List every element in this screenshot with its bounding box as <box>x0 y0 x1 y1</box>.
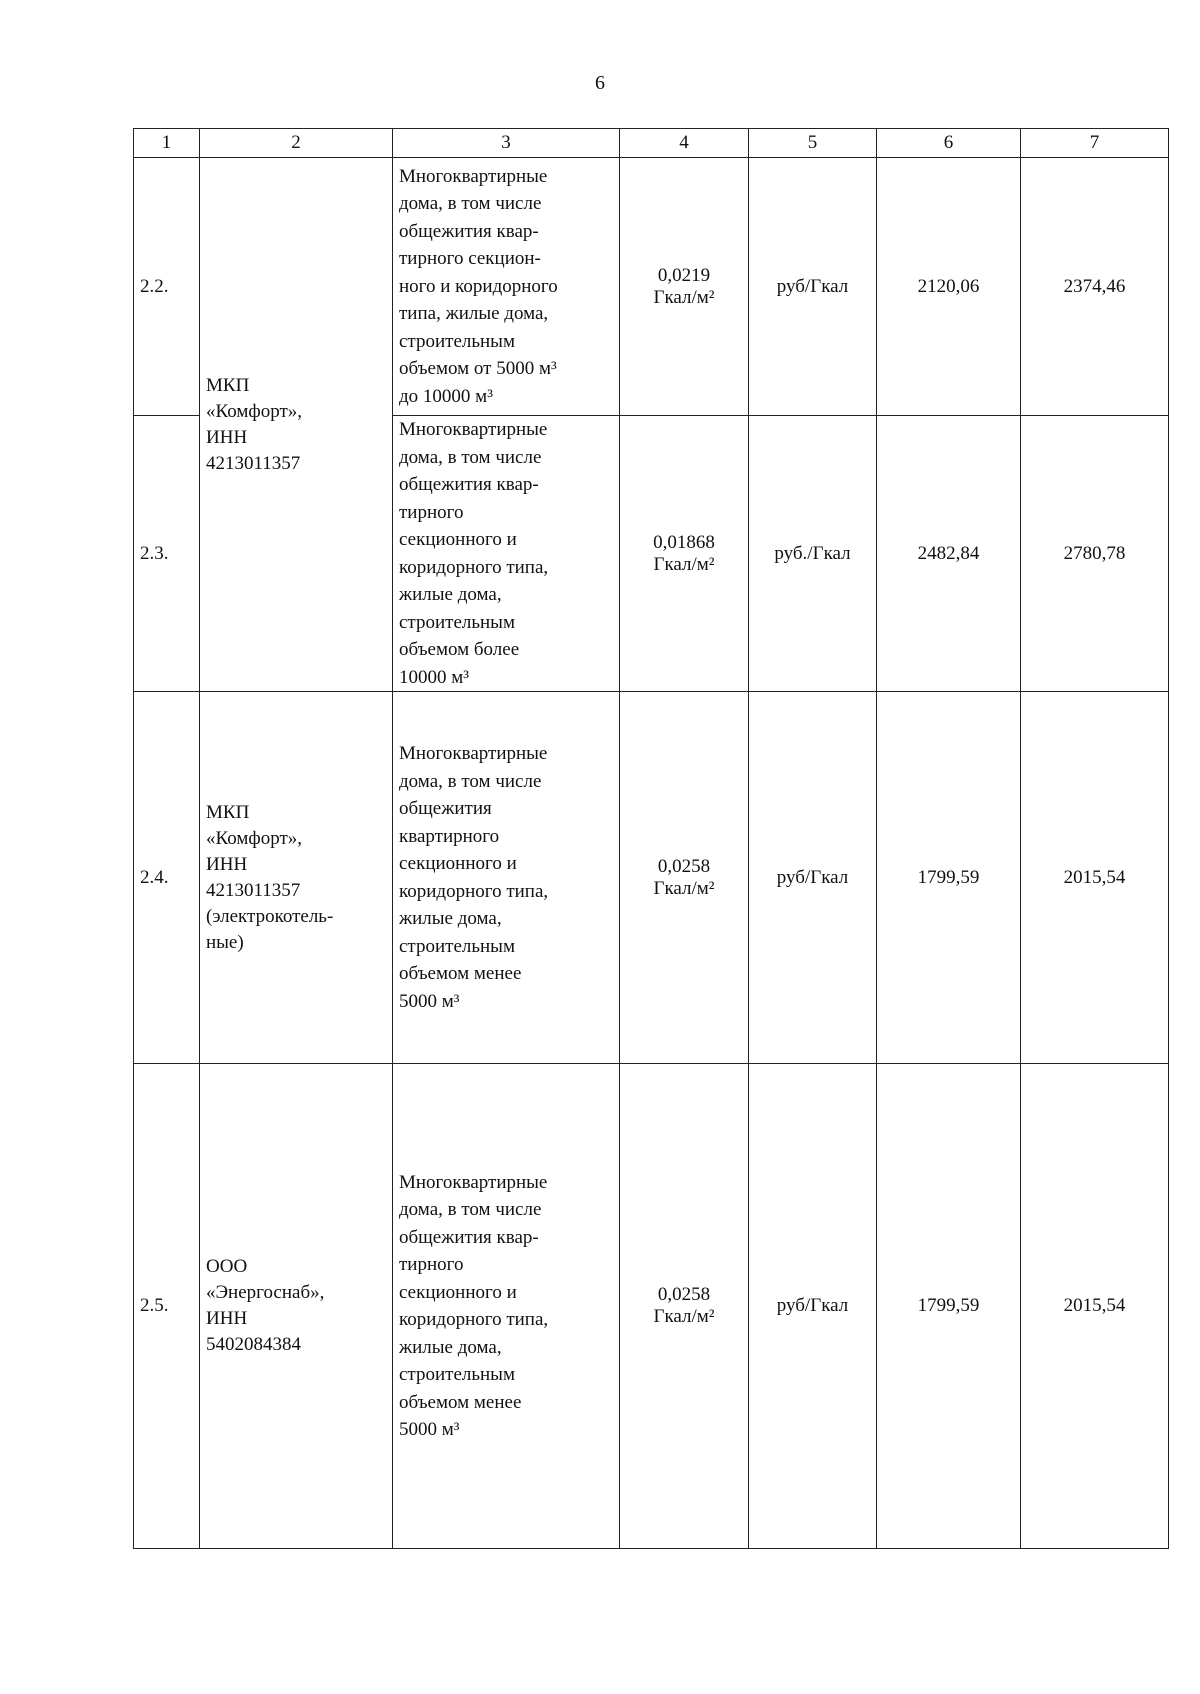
desc-line: до 10000 м³ <box>399 385 493 407</box>
organization-cell <box>200 692 393 1064</box>
description-cell <box>393 416 620 692</box>
desc-line: тирного <box>399 1254 464 1275</box>
value-col-7: 2374,46 <box>1021 158 1169 416</box>
desc-line: строительным <box>399 611 515 633</box>
norm-cell <box>620 692 749 1064</box>
desc-line: Многоквартирные <box>399 165 548 187</box>
header-col-4: 4 <box>620 129 749 158</box>
org-line: 4213011357 <box>206 452 301 474</box>
norm-cell <box>620 158 749 416</box>
description-cell <box>393 158 620 416</box>
desc-line: общежития <box>399 798 492 819</box>
value-col-7: 2780,78 <box>1021 416 1169 692</box>
org-line: 5402084384 <box>206 1334 301 1355</box>
org-line: ИНН <box>206 853 248 875</box>
desc-line: 5000 м³ <box>399 990 460 1012</box>
desc-line: дома, в том числе <box>399 193 542 215</box>
org-line: «Комфорт», <box>206 400 303 422</box>
value-col-6: 2120,06 <box>877 158 1021 416</box>
desc-line: Многоквартирные <box>399 743 548 764</box>
norm-unit: Гкал/м² <box>653 1306 715 1327</box>
desc-line: объемом менее <box>399 1391 522 1413</box>
desc-line: общежития квар- <box>399 220 539 242</box>
desc-line: жилые дома, <box>399 584 502 605</box>
desc-line: объемом менее <box>399 963 522 984</box>
unit-cell: руб/Гкал <box>749 692 877 1064</box>
desc-line: дома, в том числе <box>399 1199 542 1220</box>
norm-cell <box>620 1064 749 1549</box>
norm-value: 0,0219 <box>657 264 711 286</box>
org-line: ИНН <box>206 426 248 448</box>
value-col-7: 2015,54 <box>1021 1064 1169 1549</box>
desc-line: коридорного типа, <box>399 880 549 902</box>
org-line: МКП <box>206 374 250 396</box>
desc-line: жилые дома, <box>399 908 502 929</box>
desc-line: типа, жилые дома, <box>399 303 549 325</box>
norm-unit: Гкал/м² <box>653 286 715 308</box>
desc-line: дома, в том числе <box>399 446 542 468</box>
desc-line: коридорного типа, <box>399 1309 549 1330</box>
desc-line: дома, в том числе <box>399 770 542 792</box>
norm-value: 0,01868 <box>653 531 715 553</box>
header-col-1: 1 <box>134 129 200 158</box>
header-col-2: 2 <box>200 129 393 158</box>
table-row <box>134 1064 1169 1549</box>
unit-cell: руб./Гкал <box>749 416 877 692</box>
table-header-row <box>134 129 1169 158</box>
desc-line: тирного <box>399 501 464 523</box>
organization-cell <box>200 1064 393 1549</box>
norm-cell <box>620 416 749 692</box>
value-col-6: 1799,59 <box>877 692 1021 1064</box>
desc-line: общежития квар- <box>399 1226 539 1248</box>
row-number: 2.2. <box>134 158 200 416</box>
norm-unit: Гкал/м² <box>653 877 715 899</box>
desc-line: ного и коридорного <box>399 275 558 297</box>
table-row <box>134 692 1169 1064</box>
value-col-7: 2015,54 <box>1021 692 1169 1064</box>
desc-line: квартирного <box>399 825 500 847</box>
row-number: 2.3. <box>134 416 200 692</box>
desc-line: объемом более <box>399 639 520 660</box>
desc-line: строительным <box>399 330 515 352</box>
value-col-6: 1799,59 <box>877 1064 1021 1549</box>
desc-line: строительным <box>399 935 515 957</box>
org-line: МКП <box>206 801 250 823</box>
desc-line: 5000 м³ <box>399 1419 460 1440</box>
description-cell <box>393 1064 620 1549</box>
page-number: 6 <box>595 72 605 94</box>
org-line: ООО <box>206 1256 248 1277</box>
org-line: (электрокотель- <box>206 905 334 927</box>
header-col-5: 5 <box>749 129 877 158</box>
norm-unit: Гкал/м² <box>653 553 715 575</box>
unit-cell: руб/Гкал <box>749 158 877 416</box>
org-line: 4213011357 <box>206 879 301 901</box>
desc-line: секционного и <box>399 1281 517 1303</box>
tariff-table <box>133 128 1169 1549</box>
desc-line: тирного секцион- <box>399 248 541 270</box>
header-col-3: 3 <box>393 129 620 158</box>
org-line: «Энергоснаб», <box>206 1282 325 1303</box>
desc-line: Многоквартирные <box>399 1171 548 1193</box>
org-line: «Комфорт», <box>206 827 303 849</box>
desc-line: объемом от 5000 м³ <box>399 358 557 380</box>
org-line: ные) <box>206 931 244 953</box>
desc-line: Многоквартирные <box>399 419 548 440</box>
row-number: 2.4. <box>134 692 200 1064</box>
header-col-7: 7 <box>1021 129 1169 158</box>
table-row <box>134 158 1169 416</box>
unit-cell: руб/Гкал <box>749 1064 877 1549</box>
header-col-6: 6 <box>877 129 1021 158</box>
value-col-6: 2482,84 <box>877 416 1021 692</box>
desc-line: жилые дома, <box>399 1336 502 1358</box>
desc-line: секционного и <box>399 853 517 874</box>
norm-value: 0,0258 <box>657 855 711 877</box>
organization-cell <box>200 158 393 692</box>
desc-line: секционного и <box>399 529 517 550</box>
row-number: 2.5. <box>134 1064 200 1549</box>
desc-line: строительным <box>399 1364 515 1385</box>
desc-line: коридорного типа, <box>399 556 549 578</box>
desc-line: общежития квар- <box>399 474 539 495</box>
org-line: ИНН <box>206 1308 248 1329</box>
description-cell <box>393 692 620 1064</box>
norm-value: 0,0258 <box>657 1284 711 1305</box>
desc-line: 10000 м³ <box>399 666 469 688</box>
